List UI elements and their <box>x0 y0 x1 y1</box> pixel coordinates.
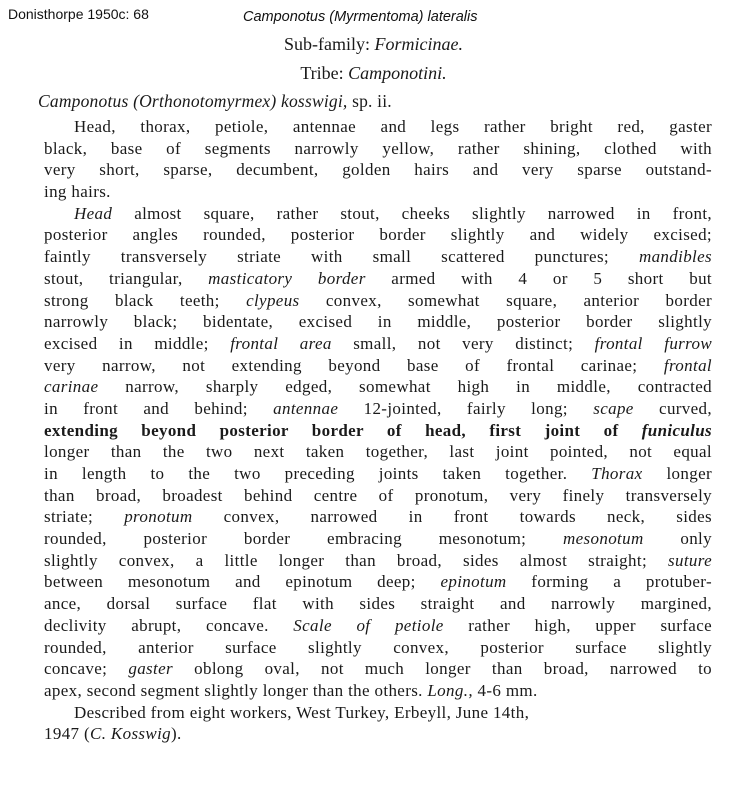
species-subgenus: (Orthonotomyrmex) <box>133 91 277 111</box>
text-span: excised in middle; <box>44 333 231 353</box>
term-thorax: Thorax <box>591 464 643 483</box>
collector-name: C. Kosswig <box>90 724 171 744</box>
text-line: than broad, broadest behind centre of pronotum, very finely transversely <box>44 485 712 505</box>
species-status: sp. ii. <box>352 91 392 111</box>
text-line <box>44 615 712 637</box>
text-span: convex, narrowed in front towards neck, sides <box>192 507 713 527</box>
text-line: Described from eight workers, West Turkey, Erbeyll, June 14th, <box>74 702 530 722</box>
term-masticatory-border: masticatory border <box>208 268 366 288</box>
text-line <box>44 463 712 485</box>
text-line <box>44 658 712 680</box>
text-line: black, base of segments narrowly yellow, rather shining, clothed with <box>44 138 712 158</box>
tribe-heading <box>0 63 747 84</box>
species-heading <box>38 91 392 112</box>
term-scale-of-petiole: Scale of petiole <box>293 615 444 635</box>
text-span: 1947 ( <box>44 724 91 744</box>
text-line <box>44 528 712 550</box>
species-genus: Camponotus <box>38 91 129 111</box>
subfamily-heading <box>0 34 747 55</box>
text-line <box>44 550 712 572</box>
term-frontal-furrow: frontal furrow <box>594 333 713 353</box>
term-funiculus: funiculus <box>618 420 712 440</box>
text-span: small, not very distinct; <box>331 333 595 353</box>
text-span: faintly transversely striate with small scattered punctures; <box>44 247 639 267</box>
text-span: very narrow, not extending beyond base of frontal carinae; <box>44 355 664 375</box>
species-epithet: kosswigi, <box>281 91 348 111</box>
text-line: Head, thorax, petiole, antennae and legs rather bright red, gaster <box>74 117 712 136</box>
description-body <box>44 116 712 745</box>
text-span: between mesonotum and epinotum deep; <box>44 572 441 592</box>
text-line: very short, sparse, decumbent, golden hairs and very sparse outstand- <box>44 160 712 180</box>
text-line: posterior angles rounded, posterior border slightly and widely excised; <box>44 225 712 245</box>
term-head: Head <box>74 203 113 223</box>
text-line: ing hairs. <box>44 182 111 202</box>
text-span: striate; <box>44 507 125 527</box>
term-mesonotum: mesonotum <box>563 529 644 549</box>
text-line <box>44 680 712 702</box>
term-long: Long., <box>427 680 473 700</box>
term-carinae: carinae <box>44 377 99 397</box>
running-title: Camponotus (Myrmentoma) lateralis <box>243 9 478 25</box>
text-span: extending beyond posterior border of head, first joint of <box>44 420 619 440</box>
text-line <box>44 571 712 593</box>
term-clypeus: clypeus <box>246 290 300 310</box>
term-scape: scape <box>593 398 634 418</box>
text-line <box>44 268 712 290</box>
text-span: concave; <box>44 659 129 679</box>
text-line: narrowly black; bidentate, excised in middle, posterior border slightly <box>44 312 712 332</box>
text-span: forming a protuber- <box>506 572 712 592</box>
text-line <box>44 420 712 442</box>
text-line <box>44 246 712 268</box>
text-line: rounded, anterior surface slightly convex, posterior surface slightly <box>44 637 712 657</box>
term-gaster: gaster <box>128 659 173 679</box>
subfamily-label: Sub-family: <box>284 34 370 54</box>
tribe-label: Tribe: <box>300 63 344 83</box>
text-line <box>44 355 712 377</box>
term-suture: suture <box>668 550 712 570</box>
text-line <box>44 506 712 528</box>
text-span: ). <box>171 724 182 744</box>
tribe-name: Camponotini. <box>348 63 447 83</box>
text-span: strong black teeth; <box>44 290 247 310</box>
text-line <box>44 723 712 745</box>
text-line <box>44 203 712 225</box>
text-span: 4-6 mm. <box>472 680 538 700</box>
text-span: stout, triangular, <box>44 268 209 288</box>
text-line <box>44 290 712 312</box>
text-span: almost square, rather stout, cheeks slightly narrowed in front, <box>112 203 712 223</box>
text-span: curved, <box>633 398 712 418</box>
text-span: convex, somewhat square, anterior border <box>299 290 713 310</box>
text-span: apex, second segment slightly longer than the others. <box>44 680 428 700</box>
text-span: rounded, posterior border embracing mesonotum; <box>44 529 564 549</box>
text-span: slightly convex, a little longer than broad, sides almost straight; <box>44 550 669 570</box>
text-span: narrow, sharply edged, somewhat high in middle, contracted <box>98 377 712 397</box>
text-span: rather high, upper surface <box>443 615 712 635</box>
term-epinotum: epinotum <box>440 572 507 592</box>
text-span: armed with 4 or 5 short but <box>365 268 712 288</box>
text-span: 12-jointed, fairly long; <box>338 398 594 418</box>
term-mandibles: mandibles <box>638 247 712 267</box>
text-line: longer than the two next taken together, last joint pointed, not equal <box>44 442 712 462</box>
text-span: only <box>643 529 712 549</box>
text-span: longer <box>642 464 712 483</box>
text-span: declivity abrupt, concave. <box>44 615 294 635</box>
subfamily-name: Formicinae. <box>374 34 463 54</box>
text-span: oblong oval, not much longer than broad, narrowed to <box>172 659 712 679</box>
term-frontal: frontal <box>663 355 712 375</box>
term-frontal-area: frontal area <box>230 333 332 353</box>
text-line <box>44 376 712 398</box>
text-span: in length to the two preceding joints taken together. <box>44 464 592 483</box>
text-line <box>44 333 712 355</box>
text-span: in front and behind; <box>44 398 274 418</box>
page-reference: Donisthorpe 1950c: 68 <box>8 6 149 22</box>
text-line: ance, dorsal surface flat with sides straight and narrowly margined, <box>44 594 712 614</box>
text-line <box>44 398 712 420</box>
term-pronotum: pronotum <box>124 507 193 527</box>
term-antennae: antennae <box>273 398 339 418</box>
